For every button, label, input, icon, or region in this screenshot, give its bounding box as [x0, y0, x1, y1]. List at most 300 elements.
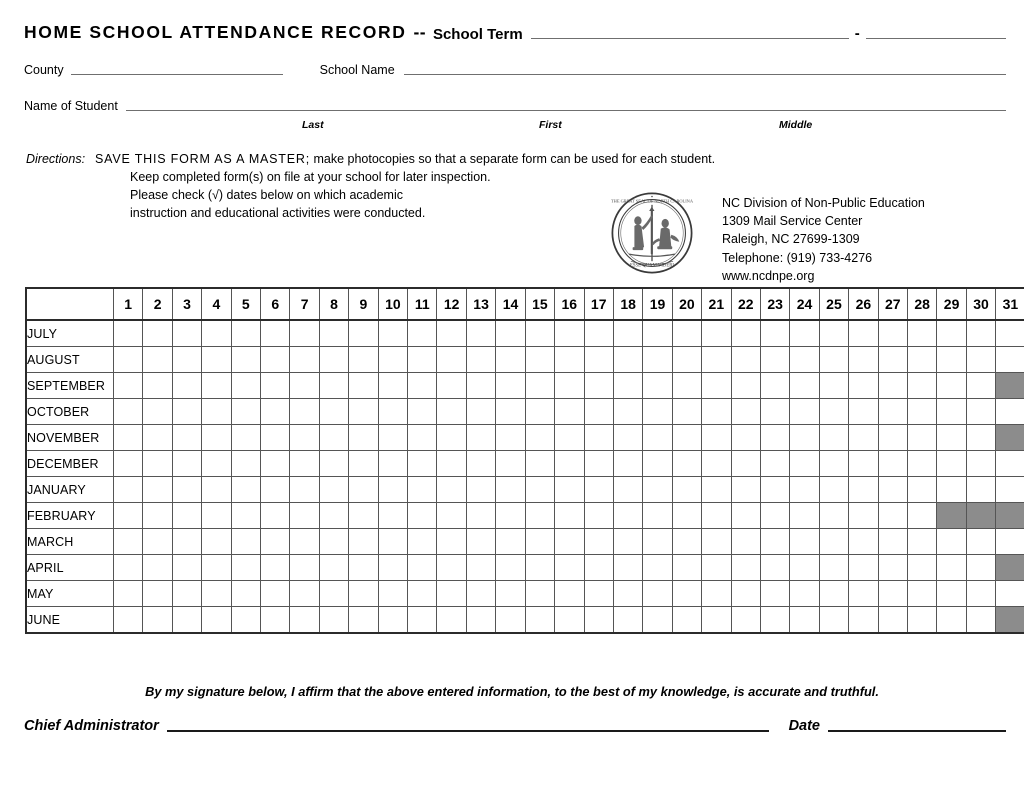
attendance-cell-september-8[interactable] — [319, 373, 348, 399]
attendance-cell-january-29[interactable] — [937, 477, 966, 503]
attendance-cell-september-7[interactable] — [290, 373, 319, 399]
attendance-cell-may-11[interactable] — [408, 581, 437, 607]
attendance-cell-november-3[interactable] — [172, 425, 201, 451]
attendance-cell-april-12[interactable] — [437, 555, 466, 581]
attendance-cell-march-18[interactable] — [613, 529, 642, 555]
attendance-cell-january-2[interactable] — [143, 477, 172, 503]
attendance-cell-december-17[interactable] — [584, 451, 613, 477]
attendance-cell-september-11[interactable] — [408, 373, 437, 399]
attendance-cell-june-14[interactable] — [496, 607, 525, 634]
attendance-cell-june-28[interactable] — [907, 607, 936, 634]
attendance-cell-january-12[interactable] — [437, 477, 466, 503]
attendance-cell-july-20[interactable] — [672, 320, 701, 347]
attendance-cell-july-8[interactable] — [319, 320, 348, 347]
attendance-cell-march-15[interactable] — [525, 529, 554, 555]
attendance-cell-november-25[interactable] — [819, 425, 848, 451]
attendance-cell-october-31[interactable] — [996, 399, 1024, 425]
attendance-cell-october-17[interactable] — [584, 399, 613, 425]
attendance-cell-october-10[interactable] — [378, 399, 407, 425]
attendance-cell-june-11[interactable] — [408, 607, 437, 634]
attendance-cell-february-15[interactable] — [525, 503, 554, 529]
attendance-cell-september-16[interactable] — [555, 373, 584, 399]
attendance-cell-march-28[interactable] — [907, 529, 936, 555]
attendance-cell-july-24[interactable] — [790, 320, 819, 347]
attendance-cell-june-29[interactable] — [937, 607, 966, 634]
attendance-cell-november-17[interactable] — [584, 425, 613, 451]
attendance-cell-february-21[interactable] — [702, 503, 731, 529]
attendance-cell-january-17[interactable] — [584, 477, 613, 503]
attendance-cell-july-4[interactable] — [202, 320, 231, 347]
attendance-cell-february-2[interactable] — [143, 503, 172, 529]
attendance-cell-april-8[interactable] — [319, 555, 348, 581]
attendance-cell-september-3[interactable] — [172, 373, 201, 399]
attendance-cell-may-17[interactable] — [584, 581, 613, 607]
attendance-cell-january-14[interactable] — [496, 477, 525, 503]
attendance-cell-april-7[interactable] — [290, 555, 319, 581]
attendance-cell-april-15[interactable] — [525, 555, 554, 581]
attendance-cell-april-26[interactable] — [849, 555, 878, 581]
attendance-cell-july-22[interactable] — [731, 320, 760, 347]
attendance-cell-january-16[interactable] — [555, 477, 584, 503]
attendance-cell-june-20[interactable] — [672, 607, 701, 634]
attendance-cell-april-18[interactable] — [613, 555, 642, 581]
attendance-cell-january-8[interactable] — [319, 477, 348, 503]
attendance-cell-january-15[interactable] — [525, 477, 554, 503]
attendance-cell-august-9[interactable] — [349, 347, 378, 373]
attendance-cell-october-21[interactable] — [702, 399, 731, 425]
attendance-cell-june-1[interactable] — [114, 607, 143, 634]
attendance-cell-june-22[interactable] — [731, 607, 760, 634]
attendance-cell-july-16[interactable] — [555, 320, 584, 347]
attendance-cell-december-14[interactable] — [496, 451, 525, 477]
attendance-cell-march-23[interactable] — [760, 529, 789, 555]
attendance-cell-november-16[interactable] — [555, 425, 584, 451]
attendance-cell-january-3[interactable] — [172, 477, 201, 503]
attendance-cell-march-31[interactable] — [996, 529, 1024, 555]
attendance-cell-september-4[interactable] — [202, 373, 231, 399]
attendance-cell-september-1[interactable] — [114, 373, 143, 399]
attendance-cell-july-26[interactable] — [849, 320, 878, 347]
attendance-cell-may-20[interactable] — [672, 581, 701, 607]
attendance-cell-july-15[interactable] — [525, 320, 554, 347]
attendance-cell-september-6[interactable] — [261, 373, 290, 399]
attendance-cell-september-9[interactable] — [349, 373, 378, 399]
attendance-cell-march-9[interactable] — [349, 529, 378, 555]
attendance-cell-april-27[interactable] — [878, 555, 907, 581]
attendance-cell-august-23[interactable] — [760, 347, 789, 373]
attendance-cell-february-18[interactable] — [613, 503, 642, 529]
attendance-cell-february-14[interactable] — [496, 503, 525, 529]
attendance-cell-july-27[interactable] — [878, 320, 907, 347]
attendance-cell-october-4[interactable] — [202, 399, 231, 425]
attendance-cell-march-6[interactable] — [261, 529, 290, 555]
attendance-cell-october-20[interactable] — [672, 399, 701, 425]
attendance-cell-january-30[interactable] — [966, 477, 995, 503]
attendance-cell-october-18[interactable] — [613, 399, 642, 425]
attendance-cell-january-4[interactable] — [202, 477, 231, 503]
attendance-cell-january-6[interactable] — [261, 477, 290, 503]
attendance-cell-june-15[interactable] — [525, 607, 554, 634]
attendance-cell-november-20[interactable] — [672, 425, 701, 451]
attendance-cell-june-18[interactable] — [613, 607, 642, 634]
attendance-cell-september-19[interactable] — [643, 373, 672, 399]
attendance-cell-may-27[interactable] — [878, 581, 907, 607]
attendance-cell-june-13[interactable] — [466, 607, 495, 634]
attendance-cell-april-20[interactable] — [672, 555, 701, 581]
attendance-cell-march-11[interactable] — [408, 529, 437, 555]
attendance-cell-december-30[interactable] — [966, 451, 995, 477]
attendance-cell-february-4[interactable] — [202, 503, 231, 529]
attendance-cell-february-20[interactable] — [672, 503, 701, 529]
attendance-cell-september-17[interactable] — [584, 373, 613, 399]
attendance-cell-may-1[interactable] — [114, 581, 143, 607]
attendance-cell-july-19[interactable] — [643, 320, 672, 347]
attendance-cell-january-27[interactable] — [878, 477, 907, 503]
attendance-cell-april-19[interactable] — [643, 555, 672, 581]
attendance-cell-january-7[interactable] — [290, 477, 319, 503]
attendance-cell-may-7[interactable] — [290, 581, 319, 607]
attendance-cell-august-25[interactable] — [819, 347, 848, 373]
attendance-cell-february-6[interactable] — [261, 503, 290, 529]
attendance-cell-december-10[interactable] — [378, 451, 407, 477]
attendance-cell-may-4[interactable] — [202, 581, 231, 607]
attendance-cell-october-1[interactable] — [114, 399, 143, 425]
attendance-cell-december-24[interactable] — [790, 451, 819, 477]
attendance-cell-october-27[interactable] — [878, 399, 907, 425]
attendance-cell-march-13[interactable] — [466, 529, 495, 555]
attendance-cell-may-6[interactable] — [261, 581, 290, 607]
attendance-cell-october-24[interactable] — [790, 399, 819, 425]
attendance-cell-november-12[interactable] — [437, 425, 466, 451]
attendance-cell-june-25[interactable] — [819, 607, 848, 634]
attendance-cell-august-2[interactable] — [143, 347, 172, 373]
attendance-cell-february-9[interactable] — [349, 503, 378, 529]
attendance-cell-june-7[interactable] — [290, 607, 319, 634]
attendance-cell-august-12[interactable] — [437, 347, 466, 373]
attendance-cell-november-6[interactable] — [261, 425, 290, 451]
attendance-cell-october-28[interactable] — [907, 399, 936, 425]
attendance-cell-march-7[interactable] — [290, 529, 319, 555]
attendance-cell-august-31[interactable] — [996, 347, 1024, 373]
attendance-cell-june-12[interactable] — [437, 607, 466, 634]
attendance-cell-may-13[interactable] — [466, 581, 495, 607]
attendance-cell-november-27[interactable] — [878, 425, 907, 451]
attendance-cell-may-21[interactable] — [702, 581, 731, 607]
attendance-cell-january-23[interactable] — [760, 477, 789, 503]
attendance-cell-april-1[interactable] — [114, 555, 143, 581]
attendance-cell-november-10[interactable] — [378, 425, 407, 451]
attendance-cell-september-30[interactable] — [966, 373, 995, 399]
attendance-cell-november-29[interactable] — [937, 425, 966, 451]
attendance-cell-may-12[interactable] — [437, 581, 466, 607]
attendance-cell-september-20[interactable] — [672, 373, 701, 399]
attendance-cell-september-22[interactable] — [731, 373, 760, 399]
attendance-cell-november-23[interactable] — [760, 425, 789, 451]
attendance-cell-august-1[interactable] — [114, 347, 143, 373]
attendance-cell-july-12[interactable] — [437, 320, 466, 347]
attendance-cell-february-26[interactable] — [849, 503, 878, 529]
attendance-cell-august-24[interactable] — [790, 347, 819, 373]
attendance-cell-july-28[interactable] — [907, 320, 936, 347]
attendance-cell-april-4[interactable] — [202, 555, 231, 581]
attendance-cell-march-14[interactable] — [496, 529, 525, 555]
attendance-cell-november-11[interactable] — [408, 425, 437, 451]
attendance-cell-september-10[interactable] — [378, 373, 407, 399]
attendance-cell-september-26[interactable] — [849, 373, 878, 399]
attendance-cell-october-8[interactable] — [319, 399, 348, 425]
attendance-cell-december-5[interactable] — [231, 451, 260, 477]
attendance-cell-december-31[interactable] — [996, 451, 1024, 477]
attendance-cell-july-13[interactable] — [466, 320, 495, 347]
attendance-cell-december-21[interactable] — [702, 451, 731, 477]
attendance-cell-july-18[interactable] — [613, 320, 642, 347]
attendance-cell-september-23[interactable] — [760, 373, 789, 399]
attendance-cell-april-24[interactable] — [790, 555, 819, 581]
attendance-cell-february-24[interactable] — [790, 503, 819, 529]
attendance-cell-january-21[interactable] — [702, 477, 731, 503]
attendance-cell-december-2[interactable] — [143, 451, 172, 477]
attendance-cell-october-9[interactable] — [349, 399, 378, 425]
attendance-cell-april-25[interactable] — [819, 555, 848, 581]
attendance-cell-february-10[interactable] — [378, 503, 407, 529]
date-field[interactable] — [828, 730, 1006, 732]
attendance-cell-august-30[interactable] — [966, 347, 995, 373]
attendance-cell-december-8[interactable] — [319, 451, 348, 477]
attendance-cell-april-10[interactable] — [378, 555, 407, 581]
attendance-cell-june-9[interactable] — [349, 607, 378, 634]
attendance-cell-june-19[interactable] — [643, 607, 672, 634]
attendance-cell-october-15[interactable] — [525, 399, 554, 425]
attendance-cell-april-28[interactable] — [907, 555, 936, 581]
attendance-cell-june-8[interactable] — [319, 607, 348, 634]
attendance-cell-november-7[interactable] — [290, 425, 319, 451]
attendance-cell-december-29[interactable] — [937, 451, 966, 477]
attendance-cell-april-9[interactable] — [349, 555, 378, 581]
attendance-cell-april-30[interactable] — [966, 555, 995, 581]
attendance-cell-november-19[interactable] — [643, 425, 672, 451]
attendance-cell-may-22[interactable] — [731, 581, 760, 607]
attendance-cell-march-3[interactable] — [172, 529, 201, 555]
attendance-cell-july-6[interactable] — [261, 320, 290, 347]
attendance-cell-october-5[interactable] — [231, 399, 260, 425]
attendance-cell-february-23[interactable] — [760, 503, 789, 529]
attendance-cell-may-10[interactable] — [378, 581, 407, 607]
attendance-cell-june-10[interactable] — [378, 607, 407, 634]
attendance-cell-may-9[interactable] — [349, 581, 378, 607]
attendance-cell-may-24[interactable] — [790, 581, 819, 607]
attendance-cell-may-29[interactable] — [937, 581, 966, 607]
attendance-cell-june-21[interactable] — [702, 607, 731, 634]
attendance-cell-june-17[interactable] — [584, 607, 613, 634]
attendance-cell-june-6[interactable] — [261, 607, 290, 634]
attendance-cell-december-26[interactable] — [849, 451, 878, 477]
attendance-cell-january-20[interactable] — [672, 477, 701, 503]
attendance-cell-january-22[interactable] — [731, 477, 760, 503]
attendance-cell-november-14[interactable] — [496, 425, 525, 451]
attendance-cell-march-25[interactable] — [819, 529, 848, 555]
attendance-cell-february-22[interactable] — [731, 503, 760, 529]
attendance-cell-august-16[interactable] — [555, 347, 584, 373]
attendance-cell-september-27[interactable] — [878, 373, 907, 399]
attendance-cell-january-19[interactable] — [643, 477, 672, 503]
attendance-cell-february-7[interactable] — [290, 503, 319, 529]
attendance-cell-november-15[interactable] — [525, 425, 554, 451]
attendance-cell-november-26[interactable] — [849, 425, 878, 451]
attendance-cell-november-18[interactable] — [613, 425, 642, 451]
attendance-cell-october-13[interactable] — [466, 399, 495, 425]
attendance-cell-december-19[interactable] — [643, 451, 672, 477]
attendance-cell-september-15[interactable] — [525, 373, 554, 399]
attendance-cell-september-24[interactable] — [790, 373, 819, 399]
attendance-cell-january-18[interactable] — [613, 477, 642, 503]
attendance-cell-october-7[interactable] — [290, 399, 319, 425]
attendance-cell-july-30[interactable] — [966, 320, 995, 347]
attendance-cell-june-30[interactable] — [966, 607, 995, 634]
attendance-cell-november-4[interactable] — [202, 425, 231, 451]
attendance-cell-may-8[interactable] — [319, 581, 348, 607]
attendance-cell-march-27[interactable] — [878, 529, 907, 555]
attendance-cell-july-11[interactable] — [408, 320, 437, 347]
attendance-cell-march-21[interactable] — [702, 529, 731, 555]
attendance-cell-march-4[interactable] — [202, 529, 231, 555]
attendance-cell-june-27[interactable] — [878, 607, 907, 634]
attendance-cell-december-18[interactable] — [613, 451, 642, 477]
attendance-cell-april-14[interactable] — [496, 555, 525, 581]
attendance-cell-october-26[interactable] — [849, 399, 878, 425]
attendance-cell-august-18[interactable] — [613, 347, 642, 373]
attendance-cell-september-29[interactable] — [937, 373, 966, 399]
attendance-cell-october-16[interactable] — [555, 399, 584, 425]
attendance-cell-september-12[interactable] — [437, 373, 466, 399]
attendance-cell-july-21[interactable] — [702, 320, 731, 347]
attendance-cell-november-21[interactable] — [702, 425, 731, 451]
attendance-cell-august-22[interactable] — [731, 347, 760, 373]
attendance-cell-december-6[interactable] — [261, 451, 290, 477]
attendance-cell-september-21[interactable] — [702, 373, 731, 399]
attendance-cell-may-18[interactable] — [613, 581, 642, 607]
attendance-cell-march-12[interactable] — [437, 529, 466, 555]
attendance-cell-january-24[interactable] — [790, 477, 819, 503]
attendance-cell-december-23[interactable] — [760, 451, 789, 477]
attendance-cell-june-26[interactable] — [849, 607, 878, 634]
attendance-cell-february-25[interactable] — [819, 503, 848, 529]
attendance-cell-february-13[interactable] — [466, 503, 495, 529]
attendance-cell-october-11[interactable] — [408, 399, 437, 425]
attendance-cell-january-13[interactable] — [466, 477, 495, 503]
attendance-cell-february-8[interactable] — [319, 503, 348, 529]
county-input[interactable] — [71, 74, 283, 75]
attendance-cell-april-2[interactable] — [143, 555, 172, 581]
attendance-cell-may-3[interactable] — [172, 581, 201, 607]
attendance-cell-march-8[interactable] — [319, 529, 348, 555]
attendance-cell-september-5[interactable] — [231, 373, 260, 399]
attendance-cell-december-28[interactable] — [907, 451, 936, 477]
attendance-cell-may-26[interactable] — [849, 581, 878, 607]
attendance-cell-april-6[interactable] — [261, 555, 290, 581]
attendance-cell-march-24[interactable] — [790, 529, 819, 555]
attendance-cell-april-13[interactable] — [466, 555, 495, 581]
attendance-cell-october-19[interactable] — [643, 399, 672, 425]
attendance-cell-may-23[interactable] — [760, 581, 789, 607]
attendance-cell-december-3[interactable] — [172, 451, 201, 477]
attendance-cell-october-6[interactable] — [261, 399, 290, 425]
attendance-cell-may-16[interactable] — [555, 581, 584, 607]
school-term-start-field[interactable] — [531, 38, 849, 39]
attendance-cell-august-20[interactable] — [672, 347, 701, 373]
attendance-cell-august-15[interactable] — [525, 347, 554, 373]
attendance-cell-march-19[interactable] — [643, 529, 672, 555]
attendance-cell-july-10[interactable] — [378, 320, 407, 347]
attendance-cell-january-10[interactable] — [378, 477, 407, 503]
attendance-cell-august-19[interactable] — [643, 347, 672, 373]
attendance-cell-february-27[interactable] — [878, 503, 907, 529]
attendance-cell-july-31[interactable] — [996, 320, 1024, 347]
attendance-cell-august-14[interactable] — [496, 347, 525, 373]
chief-administrator-signature-field[interactable] — [167, 730, 769, 732]
attendance-cell-march-22[interactable] — [731, 529, 760, 555]
attendance-cell-november-30[interactable] — [966, 425, 995, 451]
attendance-cell-december-12[interactable] — [437, 451, 466, 477]
attendance-cell-june-24[interactable] — [790, 607, 819, 634]
attendance-cell-december-27[interactable] — [878, 451, 907, 477]
attendance-cell-february-19[interactable] — [643, 503, 672, 529]
attendance-cell-may-15[interactable] — [525, 581, 554, 607]
student-name-input[interactable] — [126, 110, 1006, 111]
attendance-cell-december-9[interactable] — [349, 451, 378, 477]
attendance-cell-august-21[interactable] — [702, 347, 731, 373]
attendance-cell-april-17[interactable] — [584, 555, 613, 581]
attendance-cell-july-3[interactable] — [172, 320, 201, 347]
attendance-cell-april-22[interactable] — [731, 555, 760, 581]
attendance-cell-december-11[interactable] — [408, 451, 437, 477]
attendance-cell-may-31[interactable] — [996, 581, 1024, 607]
attendance-cell-august-11[interactable] — [408, 347, 437, 373]
attendance-cell-august-4[interactable] — [202, 347, 231, 373]
attendance-cell-september-2[interactable] — [143, 373, 172, 399]
attendance-cell-may-5[interactable] — [231, 581, 260, 607]
attendance-cell-october-3[interactable] — [172, 399, 201, 425]
attendance-cell-july-17[interactable] — [584, 320, 613, 347]
attendance-cell-june-2[interactable] — [143, 607, 172, 634]
attendance-cell-october-29[interactable] — [937, 399, 966, 425]
attendance-cell-november-1[interactable] — [114, 425, 143, 451]
attendance-cell-june-4[interactable] — [202, 607, 231, 634]
attendance-cell-january-1[interactable] — [114, 477, 143, 503]
attendance-cell-august-6[interactable] — [261, 347, 290, 373]
attendance-cell-january-26[interactable] — [849, 477, 878, 503]
attendance-cell-october-22[interactable] — [731, 399, 760, 425]
attendance-cell-march-5[interactable] — [231, 529, 260, 555]
attendance-cell-november-2[interactable] — [143, 425, 172, 451]
school-term-end-field[interactable] — [866, 38, 1006, 39]
attendance-cell-july-7[interactable] — [290, 320, 319, 347]
attendance-cell-november-22[interactable] — [731, 425, 760, 451]
attendance-cell-november-24[interactable] — [790, 425, 819, 451]
attendance-cell-november-8[interactable] — [319, 425, 348, 451]
attendance-cell-march-1[interactable] — [114, 529, 143, 555]
attendance-cell-october-2[interactable] — [143, 399, 172, 425]
attendance-cell-october-25[interactable] — [819, 399, 848, 425]
attendance-cell-august-27[interactable] — [878, 347, 907, 373]
attendance-cell-july-5[interactable] — [231, 320, 260, 347]
attendance-cell-january-11[interactable] — [408, 477, 437, 503]
attendance-cell-january-31[interactable] — [996, 477, 1024, 503]
attendance-cell-september-13[interactable] — [466, 373, 495, 399]
attendance-cell-december-4[interactable] — [202, 451, 231, 477]
attendance-cell-april-11[interactable] — [408, 555, 437, 581]
attendance-cell-december-7[interactable] — [290, 451, 319, 477]
attendance-cell-june-16[interactable] — [555, 607, 584, 634]
